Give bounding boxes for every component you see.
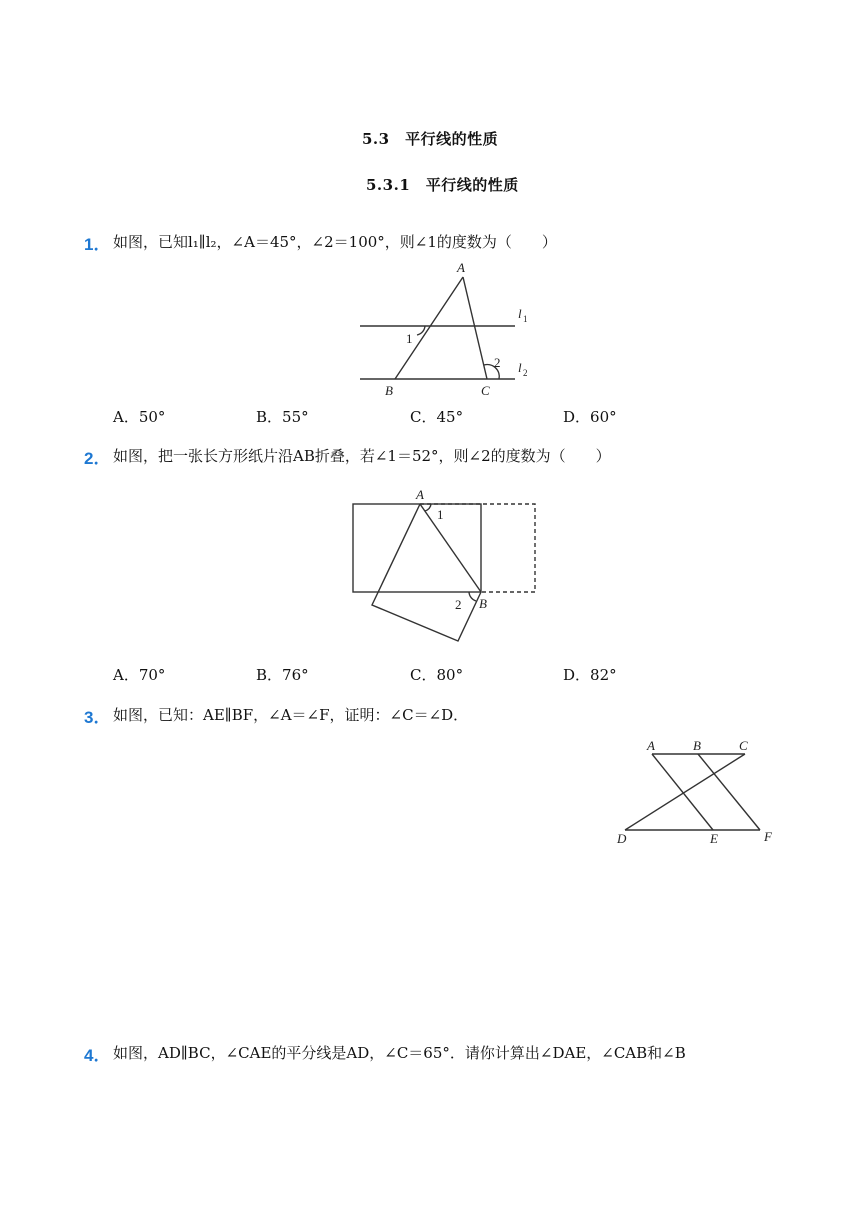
question-4-text: 如图，AD∥BC，∠CAE的平分线是AD，∠C＝65°．请你计算出∠DAE，∠CAB和∠B (113, 1044, 686, 1062)
label-b: B (693, 738, 701, 753)
segment-ac (463, 277, 487, 379)
rectangle-paper (353, 504, 481, 592)
question-1-text: 如图，已知l₁∥l₂，∠A＝45°，∠2＝100°，则∠1的度数为（ ） (113, 233, 557, 251)
angle-1-arc (417, 326, 425, 335)
fold-line-ab (420, 504, 481, 592)
question-2-number: 2． (84, 449, 111, 468)
label-angle-1: 1 (406, 331, 413, 346)
subsection-title: 5.3.1 平行线的性质 (366, 176, 519, 194)
question-1-option-a[interactable]: A．50° (113, 408, 166, 426)
label-e: E (710, 831, 718, 846)
question-1-figure (355, 260, 545, 400)
question-1-option-c[interactable]: C．45° (410, 408, 464, 426)
label-l2: l (518, 360, 522, 375)
label-l1: l (518, 306, 522, 321)
segment-bf (698, 754, 760, 830)
label-angle-2: 2 (455, 597, 462, 612)
label-angle-2: 2 (494, 355, 501, 370)
question-4-number: 4． (84, 1046, 111, 1065)
label-a: A (647, 738, 655, 753)
label-b: B (385, 383, 393, 398)
label-a: A (457, 260, 465, 275)
section-title: 5.3 平行线的性质 (362, 130, 499, 148)
label-angle-1: 1 (437, 507, 444, 522)
question-2-text: 如图，把一张长方形纸片沿AB折叠，若∠1＝52°，则∠2的度数为（ ） (113, 447, 611, 465)
segment-cd (625, 754, 745, 830)
question-3-text: 如图，已知：AE∥BF，∠A＝∠F，证明：∠C＝∠D． (113, 706, 469, 724)
question-2-option-c[interactable]: C．80° (410, 666, 464, 684)
question-2-option-d[interactable]: D．82° (563, 666, 617, 684)
label-c: C (481, 383, 490, 398)
question-3-figure (610, 735, 785, 850)
segment-ae (652, 754, 713, 830)
label-b: B (479, 596, 487, 611)
label-l2-sub: 2 (523, 368, 528, 378)
label-f: F (764, 829, 772, 844)
label-l1-sub: 1 (523, 314, 528, 324)
angle-2-arc (469, 592, 476, 601)
question-1-number: 1． (84, 235, 111, 254)
question-1-option-d[interactable]: D．60° (563, 408, 617, 426)
label-c: C (739, 738, 748, 753)
question-3-number: 3． (84, 708, 111, 727)
angle-1-arc (425, 504, 431, 511)
label-d: D (617, 831, 627, 846)
folded-flap (372, 504, 481, 641)
question-2-option-b[interactable]: B．76° (256, 666, 309, 684)
question-2-figure (345, 485, 545, 650)
question-2-option-a[interactable]: A．70° (113, 666, 166, 684)
label-a: A (416, 487, 424, 502)
question-1-option-b[interactable]: B．55° (256, 408, 309, 426)
segment-ab (395, 277, 463, 379)
